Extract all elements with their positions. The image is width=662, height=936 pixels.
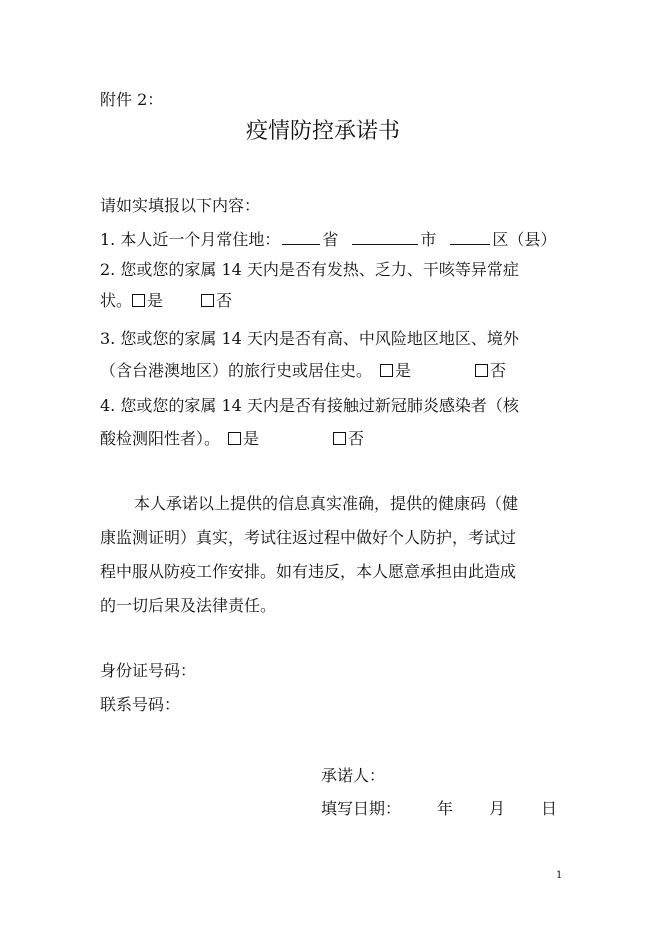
q2-no-label: 否 xyxy=(216,291,233,310)
question-4-tail: 酸检测阳性者）。 xyxy=(100,429,221,448)
question-3-line-1: 3. 您或您的家属 14 天内是否有高、中风险地区地区、境外 xyxy=(100,329,519,348)
question-3-line-2 xyxy=(100,361,506,381)
question-2-line-1: 2. 您或您的家属 14 天内是否有发热、乏力、干咳等异常症 xyxy=(100,260,519,279)
city-label: 市 xyxy=(420,230,437,249)
pledge-line-2: 康监测证明）真实，考试往返过程中做好个人防护，考试过 xyxy=(100,528,517,547)
district-blank[interactable] xyxy=(450,228,490,245)
pledge-line-3: 程中服从防疫工作安排。如有违反，本人愿意承担由此造成 xyxy=(100,562,517,581)
q2-no-checkbox[interactable] xyxy=(201,294,214,307)
q4-no-label: 否 xyxy=(348,429,365,448)
document-title: 疫情防控承诺书 xyxy=(246,119,401,144)
page-number: 1 xyxy=(556,870,563,881)
question-4-line-1: 4. 您或您的家属 14 天内是否有接触过新冠肺炎感染者（核 xyxy=(100,396,519,415)
date-year: 年 xyxy=(437,799,454,818)
q4-no-checkbox[interactable] xyxy=(333,432,346,445)
question-2-line-2 xyxy=(100,291,232,311)
attachment-label: 附件 2： xyxy=(100,90,164,109)
residence-colon: ： xyxy=(264,230,281,249)
province-label: 省 xyxy=(322,230,339,249)
id-number-label: 身份证号码： xyxy=(100,661,197,680)
question-1 xyxy=(100,228,556,250)
signer-label: 承诺人： xyxy=(321,766,386,785)
q3-yes-label: 是 xyxy=(395,361,412,380)
question-3-tail: （含台港澳地区）的旅行史或居住史。 xyxy=(100,361,373,380)
question-1-text: 1. 本人近一个月常住地 xyxy=(100,230,265,249)
q4-yes-checkbox[interactable] xyxy=(228,432,241,445)
city-blank[interactable] xyxy=(352,228,418,245)
pledge-line-4: 的一切后果及法律责任。 xyxy=(100,596,277,615)
q2-yes-checkbox[interactable] xyxy=(132,294,145,307)
q4-yes-label: 是 xyxy=(243,429,260,448)
date-day: 日 xyxy=(541,799,558,818)
pledge-line-1: 本人承诺以上提供的信息真实准确，提供的健康码（健 xyxy=(134,494,519,513)
question-4-line-2 xyxy=(100,429,364,449)
fill-date xyxy=(321,799,557,819)
question-2-tail: 状。 xyxy=(100,291,133,310)
phone-number-label: 联系号码： xyxy=(100,695,181,714)
q3-yes-checkbox[interactable] xyxy=(380,364,393,377)
q3-no-checkbox[interactable] xyxy=(475,364,488,377)
date-month: 月 xyxy=(489,799,506,818)
q3-no-label: 否 xyxy=(490,361,507,380)
instruction-text: 请如实填报以下内容： xyxy=(100,196,261,215)
fill-date-label: 填写日期： xyxy=(321,799,402,818)
province-blank[interactable] xyxy=(282,228,320,245)
q2-yes-label: 是 xyxy=(147,291,164,310)
district-label: 区（县） xyxy=(492,230,557,249)
